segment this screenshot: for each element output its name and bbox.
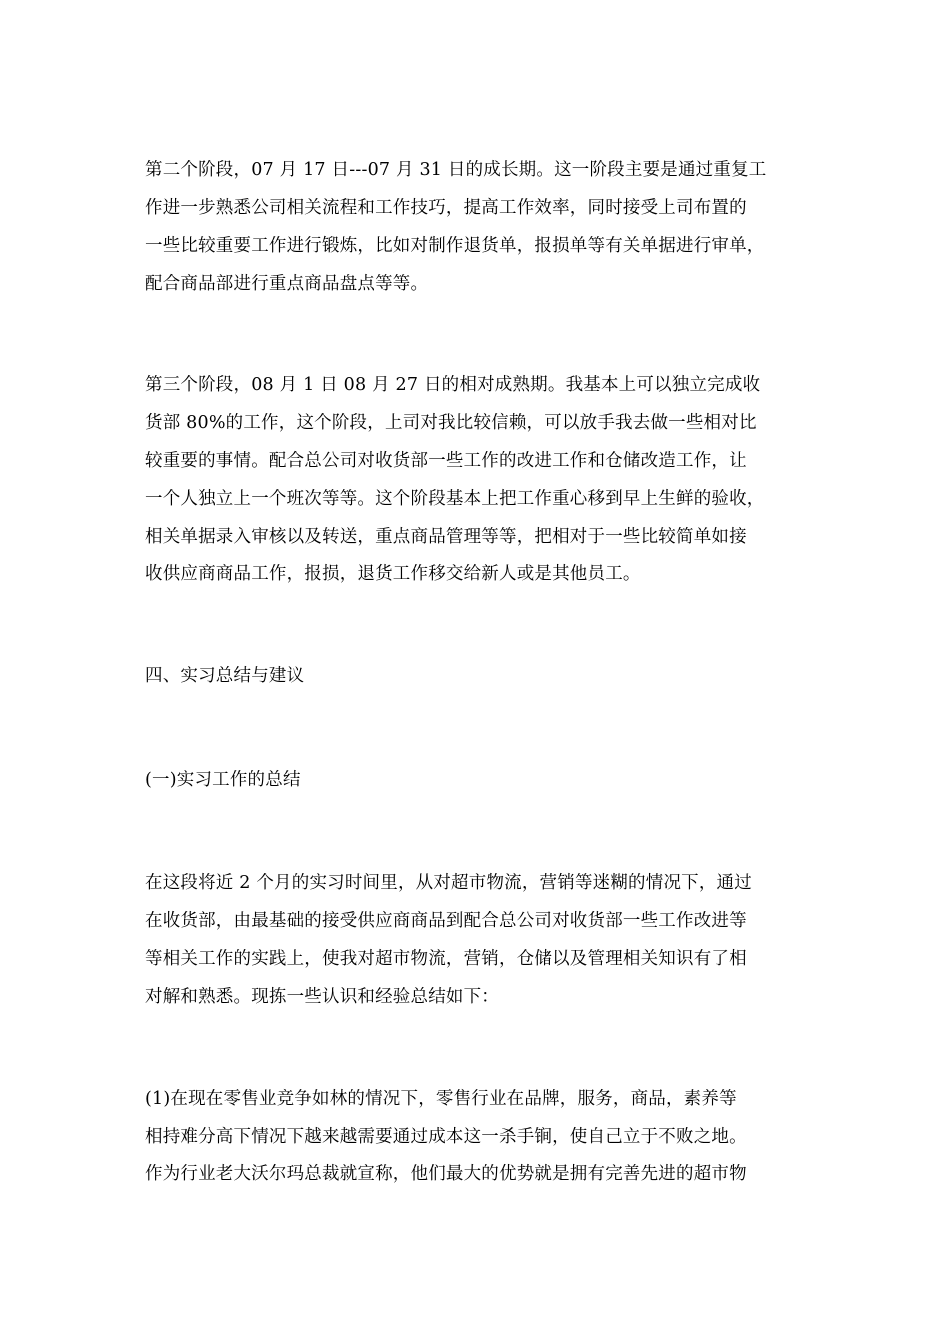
text-line: 等相关工作的实践上，使我对超市物流，营销，仓储以及管理相关知识有了相 — [145, 949, 747, 969]
text-line: 四、实习总结与建议 — [145, 666, 305, 686]
text-line: 收供应商商品工作，报损，退货工作移交给新人或是其他员工。 — [145, 564, 641, 584]
text-line: 配合商品部进行重点商品盘点等等。 — [145, 274, 429, 294]
text-line: 对解和熟悉。现拣一些认识和经验总结如下： — [145, 987, 499, 1007]
text-line: (一)实习工作的总结 — [145, 770, 301, 790]
text-line: 一些比较重要工作进行锻炼，比如对制作退货单，报损单等有关单据进行审单， — [145, 236, 765, 256]
text-line: 一个人独立上一个班次等等。这个阶段基本上把工作重心移到早上生鲜的验收， — [145, 489, 765, 509]
text-line: 第二个阶段，07 月 17 日---07 月 31 日的成长期。这一阶段主要是通过重复工 — [145, 160, 767, 180]
text-line: 作为行业老大沃尔玛总裁就宣称，他们最大的优势就是拥有完善先进的超市物 — [145, 1164, 747, 1184]
text-line: 在收货部，由最基础的接受供应商商品到配合总公司对收货部一些工作改进等 — [145, 911, 747, 931]
text-line: 货部 80%的工作，这个阶段，上司对我比较信赖，可以放手我去做一些相对比 — [145, 413, 757, 433]
text-line: 在这段将近 2 个月的实习时间里，从对超市物流，营销等迷糊的情况下，通过 — [145, 873, 752, 893]
text-line: 相持难分高下情况下越来越需要通过成本这一杀手锏，使自己立于不败之地。 — [145, 1127, 747, 1147]
text-line: 作进一步熟悉公司相关流程和工作技巧，提高工作效率，同时接受上司布置的 — [145, 198, 747, 218]
text-line: (1)在现在零售业竞争如林的情况下，零售行业在品牌，服务，商品，素养等 — [145, 1089, 737, 1109]
text-line: 较重要的事情。配合总公司对收货部一些工作的改进工作和仓储改造工作，让 — [145, 451, 747, 471]
text-line: 第三个阶段，08 月 1 日 08 月 27 日的相对成熟期。我基本上可以独立完成收 — [145, 375, 761, 395]
text-line: 相关单据录入审核以及转送，重点商品管理等等，把相对于一些比较简单如接 — [145, 527, 747, 547]
